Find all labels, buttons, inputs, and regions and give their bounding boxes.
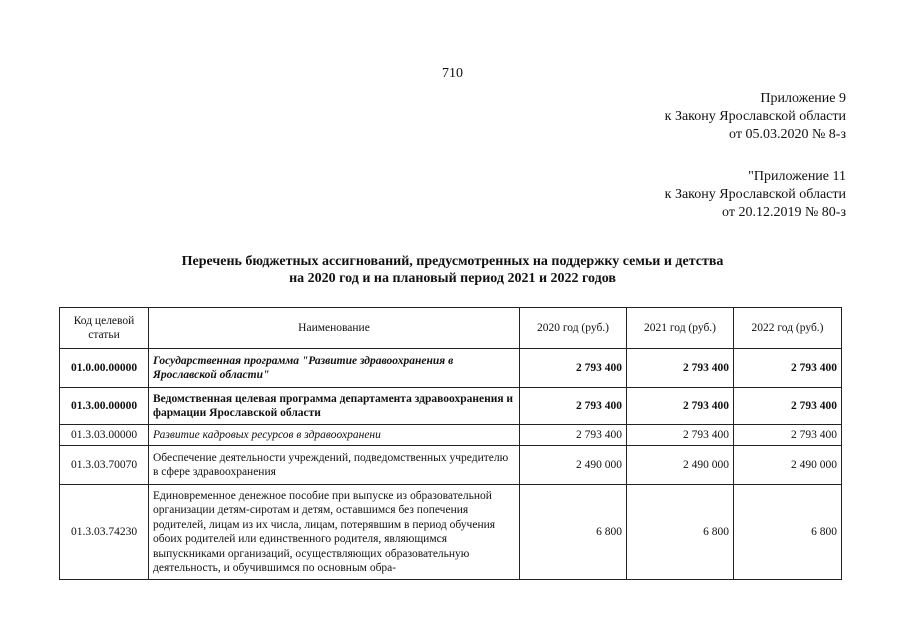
document-title <box>0 253 905 287</box>
row-2022: 2 793 400 <box>734 388 842 425</box>
appendix-original-line3: от 20.12.2019 № 80-з <box>722 205 846 220</box>
table-row <box>60 425 842 446</box>
page-number: 710 <box>442 66 463 81</box>
row-name: Обеспечение деятельности учреждений, подведомственных учредителю в сфере здравоохранения <box>149 446 520 485</box>
row-2022: 6 800 <box>734 485 842 580</box>
row-2022: 2 793 400 <box>734 425 842 446</box>
row-2021: 2 793 400 <box>627 349 734 388</box>
row-2021: 2 490 000 <box>627 446 734 485</box>
row-2020: 2 793 400 <box>520 425 627 446</box>
row-2022: 2 490 000 <box>734 446 842 485</box>
row-2020: 2 490 000 <box>520 446 627 485</box>
header-2022: 2022 год (руб.) <box>734 308 842 349</box>
table-row <box>60 388 842 425</box>
appendix-current-block <box>665 90 846 144</box>
row-code: 01.3.03.00000 <box>60 425 149 446</box>
header-name: Наименование <box>149 308 520 349</box>
document-title-line2: на 2020 год и на плановый период 2021 и 2022 годов <box>289 271 616 286</box>
appendix-current-line1: Приложение 9 <box>760 91 846 106</box>
appendix-current-line2: к Закону Ярославской области <box>664 109 846 124</box>
table-row <box>60 485 842 580</box>
row-name: Развитие кадровых ресурсов в здравоохранени <box>149 425 520 446</box>
appendix-original-block <box>665 168 846 222</box>
row-code: 01.3.03.70070 <box>60 446 149 485</box>
row-2020: 2 793 400 <box>520 349 627 388</box>
row-code: 01.0.00.00000 <box>60 349 149 388</box>
row-code: 01.3.00.00000 <box>60 388 149 425</box>
header-2021: 2021 год (руб.) <box>627 308 734 349</box>
appendix-original-line2: к Закону Ярославской области <box>664 187 846 202</box>
row-2021: 2 793 400 <box>627 388 734 425</box>
row-name: Ведомственная целевая программа департамента здравоохранения и фармации Ярославской области <box>149 388 520 425</box>
budget-table <box>59 307 842 580</box>
table-row <box>60 349 842 388</box>
document-title-line1: Перечень бюджетных ассигнований, предусмотренных на поддержку семьи и детства <box>181 254 724 269</box>
row-2021: 2 793 400 <box>627 425 734 446</box>
row-2021: 6 800 <box>627 485 734 580</box>
table-header-row <box>60 308 842 349</box>
table-row <box>60 446 842 485</box>
appendix-current-line3: от 05.03.2020 № 8-з <box>729 127 846 142</box>
appendix-original-line1: "Приложение 11 <box>748 169 846 184</box>
row-2022: 2 793 400 <box>734 349 842 388</box>
row-code: 01.3.03.74230 <box>60 485 149 580</box>
row-name: Государственная программа "Развитие здравоохранения в Ярославской области" <box>149 349 520 388</box>
row-2020: 6 800 <box>520 485 627 580</box>
row-name: Единовременное денежное пособие при выпуске из образовательной организации детям-сиротам и детям, оставшимся без попечения родителей, лицам из их числа, лицам, потерявшим в период обучения обоих родителей или единственного родителя, являющимся выпускниками организаций, осуществляющих образовательную деятельность, и обучившимся по основным обра- <box>149 485 520 580</box>
header-2020: 2020 год (руб.) <box>520 308 627 349</box>
row-2020: 2 793 400 <box>520 388 627 425</box>
header-code: Код целевой статьи <box>60 308 149 349</box>
